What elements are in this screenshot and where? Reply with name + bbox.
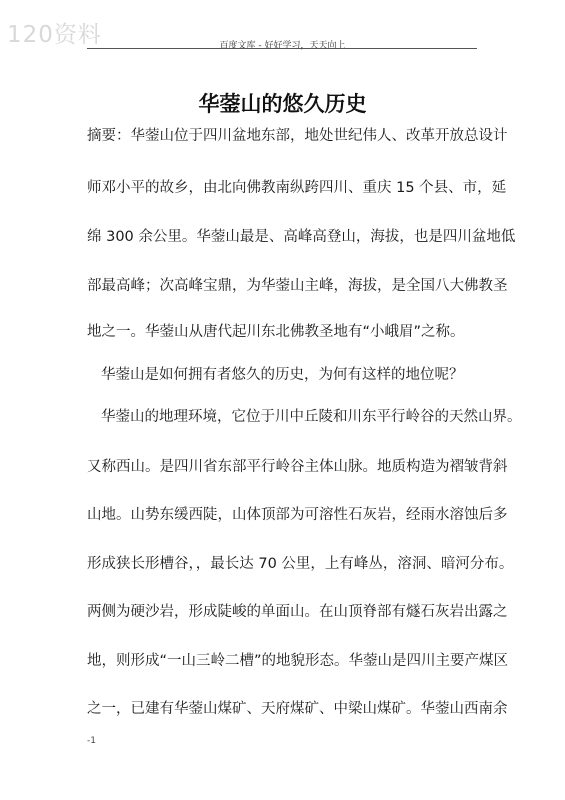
page-number: -1 xyxy=(87,736,96,746)
body-line: 师邓小平的故乡，由北向佛教南纵跨四川、重庆 15 个县、市，延 xyxy=(87,180,507,196)
body-line: 部最高峰；次高峰宝鼎，为华蓥山主峰，海拔，是全国八大佛教圣 xyxy=(87,278,508,294)
body-line: 绵 300 余公里。华蓥山最是、高峰高登山，海拔，也是四川盆地低 xyxy=(87,229,516,245)
body-line: 之一，已建有华蓥山煤矿、天府煤矿、中梁山煤矿。华蓥山西南余 xyxy=(87,701,508,717)
body-line: 华蓥山是如何拥有者悠久的历史，为何有这样的地位呢？ xyxy=(101,367,464,383)
body-line: 山地。山势东缓西陡，山体顶部为可溶性石灰岩，经雨水溶蚀后多 xyxy=(87,507,508,523)
page-header: 百度文库 - 好好学习，天天向上 xyxy=(219,41,346,51)
body-line: 地，则形成“一山三岭二槽”的地貌形态。华蓥山是四川主要产煤区 xyxy=(87,653,509,669)
body-line: 又称西山。是四川省东部平行岭谷主体山脉。地质构造为褶皱背斜 xyxy=(87,459,508,475)
body-line: 两侧为硬沙岩，形成陡峻的单面山。在山顶脊部有燧石灰岩出露之 xyxy=(87,604,508,620)
body-line: 形成狭长形槽谷，，最长达 70 公里，上有峰丛，溶洞、暗河分布。 xyxy=(87,556,514,572)
header-divider xyxy=(87,48,477,49)
watermark: 120资料 xyxy=(7,22,102,48)
page-title: 华蓥山的悠久历史 xyxy=(198,92,367,116)
body-line: 地之一。华蓥山从唐代起川东北佛教圣地有“小峨眉”之称。 xyxy=(87,324,465,340)
body-line: 华蓥山的地理环境，它位于川中丘陵和川东平行岭谷的天然山界。 xyxy=(101,409,522,425)
body-line: 摘要：华蓥山位于四川盆地东部，地处世纪伟人、改革开放总设计 xyxy=(87,128,508,144)
